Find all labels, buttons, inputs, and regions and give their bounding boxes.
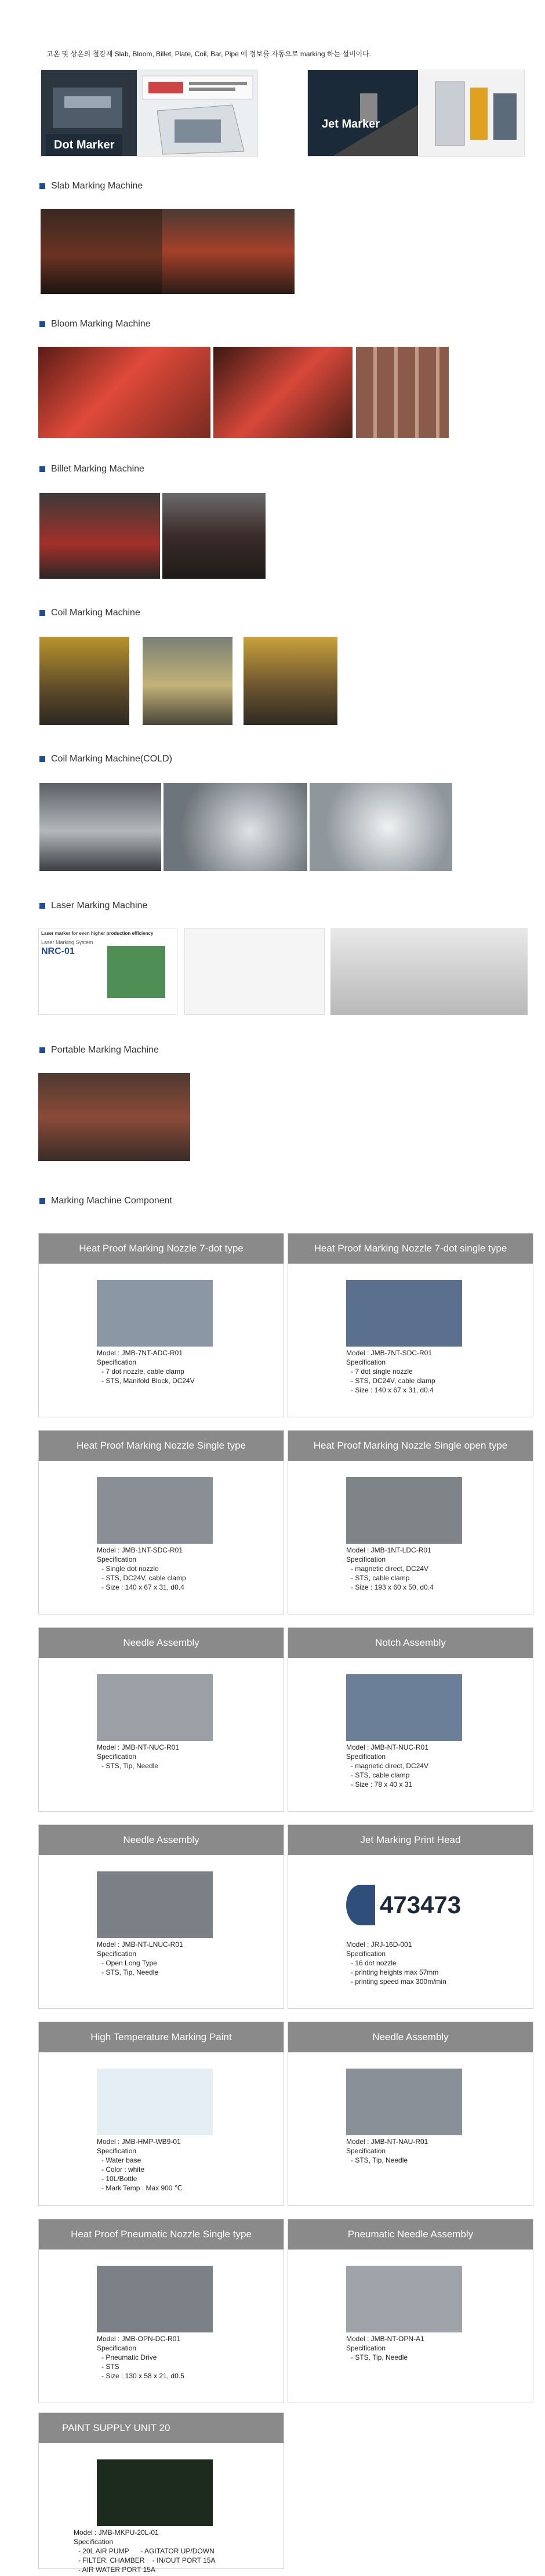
component-card-title: Heat Proof Marking Nozzle Single type	[39, 1431, 284, 1461]
component-spec-line: - printing heights max 57mm	[351, 1968, 439, 1976]
component-spec-line: - 7 dot single nozzle	[351, 1367, 413, 1376]
jet-marker-label: Jet Marker	[322, 118, 380, 130]
component-spec-line: - Size : 193 x 60 x 50, d0.4	[351, 1583, 434, 1591]
component-spec-line: - STS, Manifold Block, DC24V	[101, 1377, 195, 1385]
bullet-icon	[39, 756, 45, 762]
component-spec-label: Specification	[97, 1950, 137, 1958]
bullet-icon	[39, 1047, 45, 1053]
component-spec-line: - 20L AIR PUMP - AGITATOR UP/DOWN	[78, 2547, 215, 2555]
component-card-title: PAINT SUPPLY UNIT 20	[39, 2413, 284, 2443]
intro-text: 고온 및 상온의 철강재 Slab, Bloom, Billet, Plate, Coil, Bar, Pipe 에 정보를 자동으로 marking 하는 설비이다.	[46, 50, 372, 58]
laser-brochure-name: Laser Marking System	[41, 939, 93, 945]
bullet-icon	[39, 321, 45, 327]
component-image	[97, 2266, 213, 2332]
component-spec-line: - STS, Tip, Needle	[101, 1762, 159, 1770]
slab-photo-2	[162, 209, 295, 294]
component-card	[38, 2022, 284, 2206]
component-spec-label: Specification	[97, 2344, 137, 2352]
coil-photo-1	[39, 637, 129, 725]
component-card	[288, 1824, 533, 2009]
billet-photo-2	[162, 493, 266, 579]
component-spec-label: Specification	[346, 1753, 386, 1761]
component-image	[346, 2266, 462, 2332]
component-card-title: Jet Marking Print Head	[288, 1825, 533, 1855]
laser-gantry-image	[184, 928, 325, 1015]
section-coil-cold: Coil Marking Machine(COLD)	[39, 754, 172, 764]
bullet-icon	[39, 1198, 45, 1204]
component-spec-line: - 16 dot nozzle	[351, 1959, 397, 1967]
component-spec-label: Specification	[346, 2344, 386, 2352]
component-spec-line: - Water base	[101, 2156, 141, 2164]
component-model: Model : JMB-HMP-WB9-01	[97, 2138, 181, 2146]
component-spec-line: - STS, cable clamp	[351, 1771, 410, 1779]
component-card	[38, 1627, 284, 1812]
dot-marker-label: Dot Marker	[46, 134, 122, 157]
coil-photo-3	[244, 637, 337, 725]
coil-cold-photo-1	[39, 783, 161, 871]
component-spec-line: - Size : 140 x 67 x 31, d0.4	[101, 1583, 184, 1591]
component-spec-line: - Single dot nozzle	[101, 1565, 159, 1573]
component-spec-line: - magnetic direct, DC24V	[351, 1762, 429, 1770]
component-image	[346, 1280, 462, 1347]
jet-print-number: 473473	[380, 1891, 462, 1918]
component-card	[38, 1233, 284, 1417]
component-spec-line: - FILTER, CHAMBER - IN/OUT PORT 15A	[78, 2556, 216, 2564]
component-card-title: Needle Assembly	[39, 1628, 284, 1658]
component-card-title: Needle Assembly	[39, 1825, 284, 1855]
component-card	[38, 1430, 284, 1614]
component-spec-label: Specification	[97, 2147, 137, 2155]
component-card	[288, 1233, 533, 1417]
component-card	[38, 2219, 284, 2403]
component-card-title: Heat Proof Marking Nozzle 7-dot single type	[288, 1233, 533, 1264]
component-model: Model : JMB-7NT-ADC-R01	[97, 1349, 183, 1357]
component-card	[288, 2022, 533, 2206]
component-image	[97, 1280, 213, 1347]
component-spec-line: - Size : 140 x 67 x 31, d0.4	[351, 1386, 434, 1394]
component-spec-label: Specification	[74, 2538, 114, 2546]
component-card-title: Heat Proof Pneumatic Nozzle Single type	[39, 2219, 284, 2250]
billet-photo-1	[39, 493, 160, 579]
component-image	[97, 1477, 213, 1544]
section-portable: Portable Marking Machine	[39, 1045, 159, 1055]
section-billet: Billet Marking Machine	[39, 464, 144, 474]
component-model: Model : JMB-7NT-SDC-R01	[346, 1349, 433, 1357]
component-spec-line: - Mark Temp : Max 900 ℃	[101, 2184, 183, 2192]
component-card-title: Notch Assembly	[288, 1628, 533, 1658]
coil-cold-photo-3	[310, 783, 452, 871]
component-model: Model : JMB-NT-NUC-R01	[97, 1743, 180, 1751]
jet-marker-image	[307, 70, 525, 157]
component-spec-label: Specification	[346, 1555, 386, 1563]
component-card	[288, 1430, 533, 1614]
component-image	[97, 1674, 213, 1741]
component-card	[38, 2412, 284, 2574]
component-spec-line: - STS, DC24V, cable clamp	[101, 1574, 186, 1582]
component-model: Model : JMB-1NT-LDC-R01	[346, 1546, 431, 1554]
dot-marker-image	[41, 70, 258, 157]
section-component: Marking Machine Component	[39, 1196, 172, 1206]
bullet-icon	[39, 610, 45, 616]
component-spec-line: - magnetic direct, DC24V	[351, 1565, 429, 1573]
component-spec-label: Specification	[97, 1358, 137, 1366]
component-spec-label: Specification	[346, 1358, 386, 1366]
component-spec-line: - Color : white	[101, 2165, 145, 2174]
component-card	[38, 1824, 284, 2009]
component-spec-line: - STS	[101, 2363, 119, 2371]
component-spec-line: - Pneumatic Drive	[101, 2353, 157, 2361]
laser-brochure-top: Laser marker for even higher production efficiency	[41, 931, 154, 936]
component-spec-label: Specification	[97, 1753, 137, 1761]
component-spec-line: - 10L/Bottle	[101, 2175, 137, 2183]
section-slab: Slab Marking Machine	[39, 181, 143, 191]
component-image	[346, 1871, 462, 1938]
component-spec-line: - AIR WATER PORT 15A	[78, 2566, 155, 2574]
component-image	[97, 1871, 213, 1938]
component-card-title: Pneumatic Needle Assembly	[288, 2219, 533, 2250]
component-spec-line: - printing speed max 300m/min	[351, 1978, 446, 1986]
component-image	[346, 1674, 462, 1741]
section-laser: Laser Marking Machine	[39, 901, 147, 911]
portable-photo	[38, 1073, 190, 1161]
component-spec-label: Specification	[346, 1950, 386, 1958]
bullet-icon	[39, 903, 45, 909]
component-spec-line: - Size : 130 x 58 x 21, d0.5	[101, 2372, 184, 2380]
bloom-photo-2	[213, 347, 353, 438]
section-coil: Coil Marking Machine	[39, 608, 140, 618]
laser-brochure	[38, 928, 177, 1015]
component-image	[346, 1477, 462, 1544]
component-card-title: Heat Proof Marking Nozzle Single open type	[288, 1431, 533, 1461]
bullet-icon	[39, 466, 45, 472]
slab-photo-1	[41, 209, 162, 294]
section-bloom: Bloom Marking Machine	[39, 319, 151, 329]
component-spec-line: - STS, Tip, Needle	[351, 2353, 408, 2361]
component-spec-line: - 7 dot nozzle, cable clamp	[101, 1367, 184, 1376]
component-model: Model : JMB-NT-NUC-R01	[346, 1743, 429, 1751]
component-spec-line: - Size : 78 x 40 x 31	[351, 1780, 413, 1788]
coil-photo-2	[143, 637, 232, 725]
component-spec-line: - STS, Tip, Needle	[351, 2156, 408, 2164]
laser-brochure-model: NRC-01	[41, 946, 75, 956]
laser-machine-image	[107, 946, 165, 998]
component-model: Model : JMB-OPN-DC-R01	[97, 2335, 181, 2343]
laser-marking-samples	[330, 928, 528, 1015]
component-card	[288, 1627, 533, 1812]
component-spec-line: - STS, Tip, Needle	[101, 1968, 159, 1976]
component-spec-label: Specification	[97, 1555, 137, 1563]
component-image	[97, 2069, 213, 2135]
component-model: Model : JMB-NT-LNUC-R01	[97, 1940, 183, 1949]
component-model: Model : JMB-MKPU-20L-01	[74, 2528, 159, 2537]
component-image	[346, 2069, 462, 2135]
coil-cold-photo-2	[164, 783, 307, 871]
component-spec-line: - STS, cable clamp	[351, 1574, 410, 1582]
bullet-icon	[39, 183, 45, 189]
component-spec-line: - Open Long Type	[101, 1959, 157, 1967]
component-spec-label: Specification	[346, 2147, 386, 2155]
component-model: Model : JMB-NT-OPN-A1	[346, 2335, 424, 2343]
component-card	[288, 2219, 533, 2403]
component-model: Model : JMB-NT-NAU-R01	[346, 2138, 428, 2146]
component-image	[97, 2459, 213, 2526]
component-card-title: Heat Proof Marking Nozzle 7-dot type	[39, 1233, 284, 1264]
component-model: Model : JMB-1NT-SDC-R01	[97, 1546, 183, 1554]
component-spec-line: - STS, DC24V, cable clamp	[351, 1377, 435, 1385]
bloom-photo-1	[38, 347, 210, 438]
bloom-photo-3	[356, 347, 449, 438]
component-card-title: Needle Assembly	[288, 2022, 533, 2052]
component-model: Model : JRJ-16D-001	[346, 1940, 412, 1949]
component-card-title: High Temperature Marking Paint	[39, 2022, 284, 2052]
